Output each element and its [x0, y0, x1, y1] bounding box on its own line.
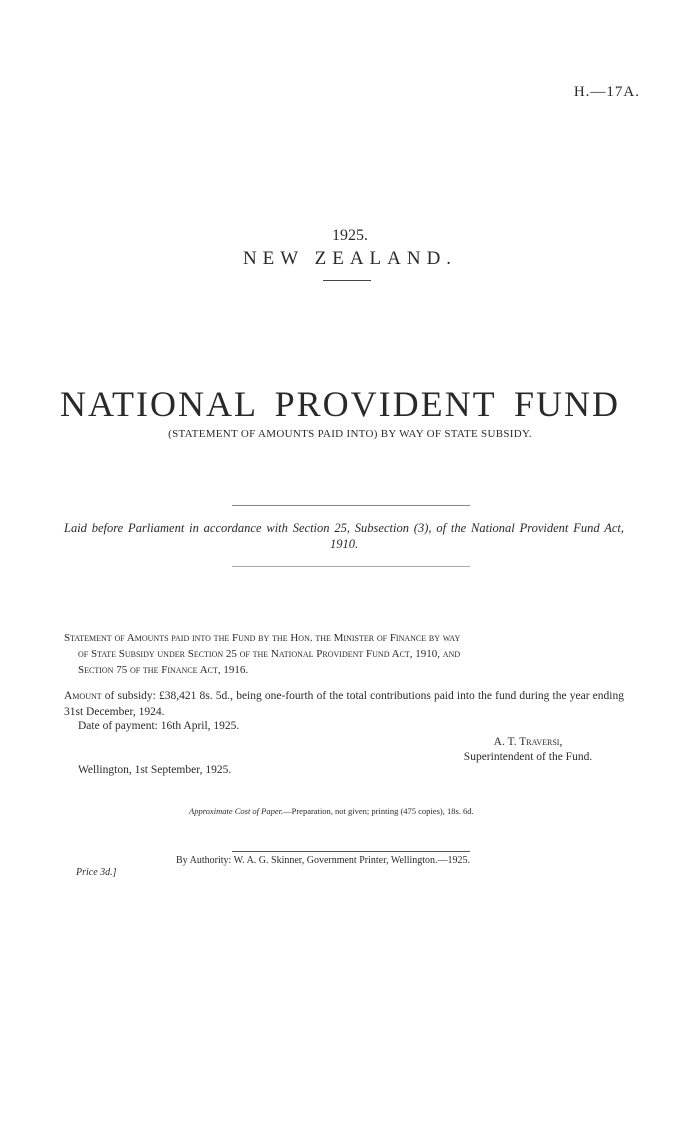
- divider: [232, 505, 470, 506]
- price: Price 3d.]: [76, 867, 117, 878]
- divider: [232, 851, 470, 852]
- divider: [232, 566, 470, 567]
- year: 1925.: [332, 227, 368, 244]
- document-title: NATIONAL PROVIDENT FUND: [60, 384, 620, 424]
- cost-text: —Preparation, not given; printing (475 copies), 18s. 6d.: [283, 806, 474, 816]
- amount-paragraph: [64, 688, 624, 720]
- statement-line: of State Subsidy under Section 25 of the National Provident Fund Act, 1910, and: [78, 648, 461, 660]
- laid-before-parliament: Laid before Parliament in accordance with Section 25, Subsection (3), of the National Provident Fund Act, 1910.: [64, 521, 624, 551]
- signer-title: Superintendent of the Fund.: [463, 751, 593, 763]
- signature-block: [428, 735, 628, 765]
- document-subtitle: (STATEMENT OF AMOUNTS PAID INTO) BY WAY OF STATE SUBSIDY.: [168, 428, 532, 440]
- date-of-payment: Date of payment: 16th April, 1925.: [78, 720, 240, 732]
- statement-heading: [64, 630, 624, 678]
- divider: [323, 280, 371, 281]
- statement-line: Statement of Amounts paid into the Fund by the Hon. the Minister of Finance by way: [64, 632, 461, 644]
- printer-authority: By Authority: W. A. G. Skinner, Government Printer, Wellington.—1925.: [176, 855, 471, 866]
- place-and-date: Wellington, 1st September, 1925.: [78, 764, 232, 776]
- cost-label: Approximate Cost of Paper.: [189, 806, 284, 816]
- cost-note: [189, 806, 474, 816]
- signer-name: A. T. Traversi,: [493, 736, 563, 748]
- country: NEW ZEALAND.: [242, 248, 458, 269]
- statement-line: Section 75 of the Finance Act, 1916.: [78, 664, 249, 676]
- amount-text: of subsidy: £38,421 8s. 5d., being one-fourth of the total contributions paid into the fund during the year ending 31st December, 1924.: [64, 690, 624, 718]
- amount-label: Amount: [64, 690, 102, 702]
- document-reference: H.—17A.: [573, 84, 640, 100]
